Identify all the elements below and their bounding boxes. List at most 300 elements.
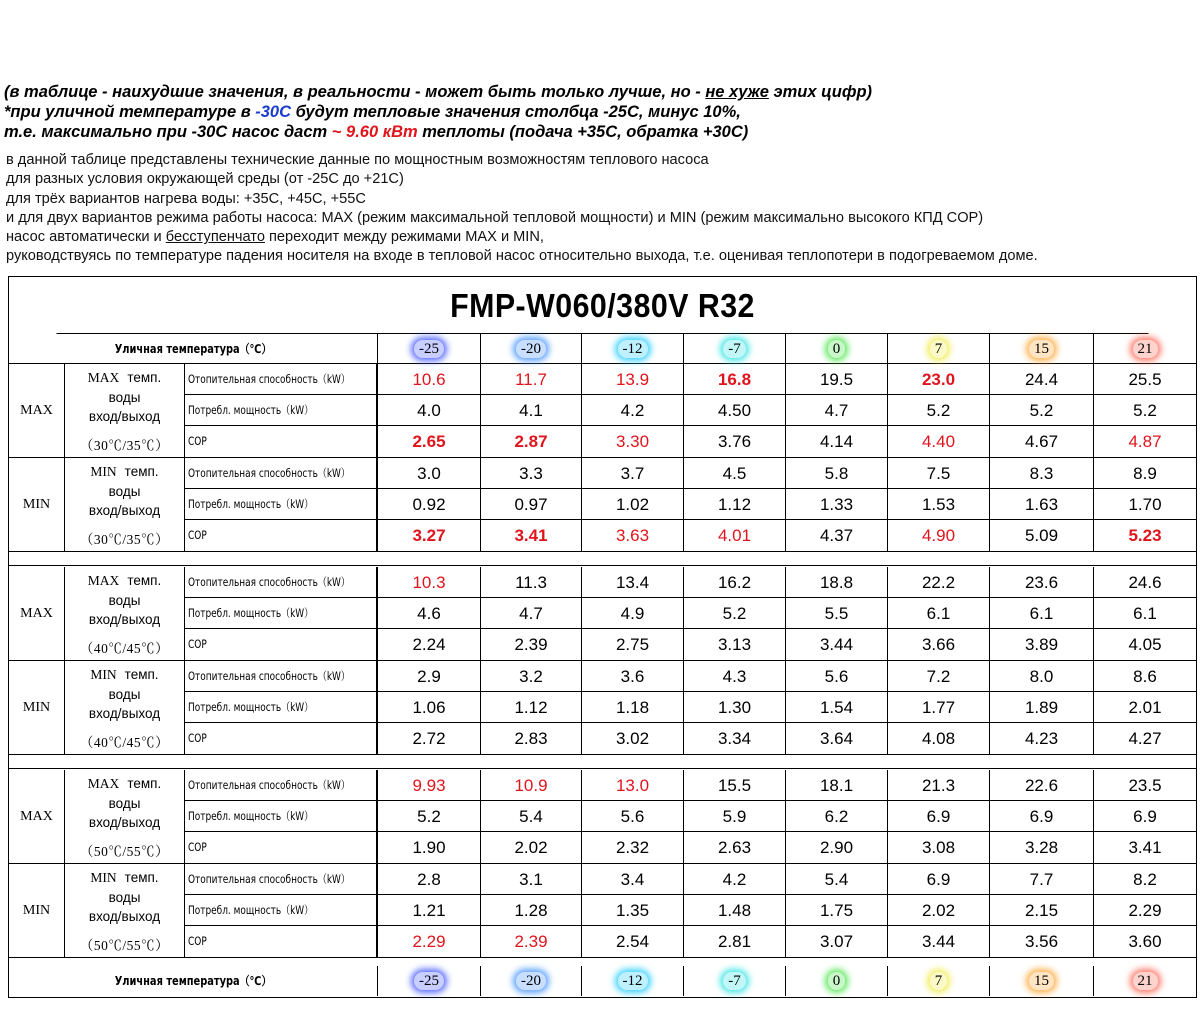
desc-temp-word: темп.	[124, 870, 159, 885]
temperature-value: 21	[1133, 340, 1158, 358]
value-cell: 3.3	[480, 458, 581, 488]
param-row-power	[185, 489, 1196, 520]
temperature-value: -20	[516, 972, 546, 990]
water-temp-description	[65, 864, 185, 957]
value-cell: 23.0	[887, 364, 989, 394]
value-cell: 2.15	[989, 895, 1093, 925]
value-cell: 3.0	[377, 458, 480, 488]
value-cell: 8.0	[989, 661, 1093, 691]
value-cell: 2.83	[480, 723, 581, 755]
temperature-value: 7	[930, 972, 948, 990]
desc-temp-word: темп.	[127, 776, 162, 791]
value-cell: 4.7	[785, 395, 887, 425]
value-cell: 3.02	[581, 723, 683, 755]
temperature-value: 0	[828, 340, 846, 358]
water-temp-description	[65, 770, 185, 863]
desc-temp-word: темп.	[127, 370, 162, 385]
water-temp-description	[65, 458, 185, 551]
value-cell: 1.63	[989, 489, 1093, 519]
temperature-header-cell	[683, 334, 785, 363]
value-cell: 4.1	[480, 395, 581, 425]
value-cell: 5.2	[683, 598, 785, 628]
value-cell: 4.2	[581, 395, 683, 425]
desc-water: воды	[108, 687, 141, 702]
value-cell: 24.6	[1093, 567, 1196, 597]
value-cell: 2.24	[377, 629, 480, 661]
param-label-power	[185, 801, 377, 831]
value-cell: 4.05	[1093, 629, 1196, 661]
value-cell: 4.5	[683, 458, 785, 488]
desc-range: （50℃/55℃）	[79, 938, 170, 953]
value-cell: 1.35	[581, 895, 683, 925]
param-row-cop	[185, 520, 1196, 552]
table-block	[9, 364, 1196, 458]
desc-mode: MAX	[87, 573, 120, 588]
desc-range: （50℃/55℃）	[79, 844, 170, 859]
value-cell: 1.77	[887, 692, 989, 722]
mode-label: MIN	[9, 458, 65, 551]
temperature-header-label: Уличная температура（℃）	[114, 974, 272, 988]
value-cell: 4.40	[887, 426, 989, 458]
param-row-cop	[185, 629, 1196, 661]
value-cell: 18.8	[785, 567, 887, 597]
param-row-heating	[185, 567, 1196, 598]
value-cell: 5.6	[581, 801, 683, 831]
param-label-text: COP	[188, 637, 207, 651]
value-cell: 5.09	[989, 520, 1093, 552]
value-cell: 3.76	[683, 426, 785, 458]
param-label-text: COP	[188, 434, 207, 448]
desc-inout: вход/выход	[88, 815, 161, 830]
desc-range: （30℃/35℃）	[79, 438, 170, 453]
value-cell: 8.9	[1093, 458, 1196, 488]
value-cell: 1.18	[581, 692, 683, 722]
desc-mode: MIN	[90, 870, 117, 885]
param-row-cop	[185, 426, 1196, 458]
description-notes	[6, 151, 1196, 267]
value-cell: 2.81	[683, 926, 785, 958]
temperature-header-cell	[785, 334, 887, 363]
param-row-heating	[185, 364, 1196, 395]
param-label-heating	[185, 364, 377, 394]
value-cell: 10.3	[377, 567, 480, 597]
value-cell: 23.6	[989, 567, 1093, 597]
temperature-header-cell	[683, 966, 785, 996]
value-cell: 5.4	[480, 801, 581, 831]
value-cell: 6.9	[887, 864, 989, 894]
value-cell: 4.9	[581, 598, 683, 628]
param-label-heating	[185, 567, 377, 597]
param-label-cop	[185, 426, 377, 458]
value-cell: 1.06	[377, 692, 480, 722]
value-cell: 0.92	[377, 489, 480, 519]
value-cell: 18.1	[785, 770, 887, 800]
value-cell: 1.70	[1093, 489, 1196, 519]
value-cell: 6.1	[1093, 598, 1196, 628]
value-cell: 22.6	[989, 770, 1093, 800]
value-cell: 3.56	[989, 926, 1093, 958]
value-cell: 5.23	[1093, 520, 1196, 552]
value-cell: 11.7	[480, 364, 581, 394]
value-cell: 1.54	[785, 692, 887, 722]
value-cell: 3.66	[887, 629, 989, 661]
bold-note-line-2: *при уличной температуре в -30С будут тепловые значения столбца -25С, минус 10%,	[4, 103, 741, 121]
param-label-cop	[185, 629, 377, 661]
desc-inout: вход/выход	[88, 503, 161, 518]
value-cell: 8.2	[1093, 864, 1196, 894]
value-cell: 4.7	[480, 598, 581, 628]
value-cell: 3.4	[581, 864, 683, 894]
value-cell: 2.39	[480, 926, 581, 958]
param-row-power	[185, 395, 1196, 426]
value-cell: 6.1	[887, 598, 989, 628]
desc-mode: MAX	[87, 370, 120, 385]
desc-inout: вход/выход	[88, 612, 161, 627]
desc-mode: MAX	[87, 776, 120, 791]
value-cell: 3.44	[785, 629, 887, 661]
param-label-power	[185, 598, 377, 628]
param-label-text: COP	[188, 731, 207, 745]
param-label-text: Потребл. мощность（kW）	[188, 809, 314, 823]
water-temp-description	[65, 661, 185, 754]
param-label-heating	[185, 864, 377, 894]
value-cell: 1.12	[683, 489, 785, 519]
value-cell: 4.6	[377, 598, 480, 628]
desc-water: воды	[108, 796, 141, 811]
value-cell: 3.08	[887, 832, 989, 864]
value-cell: 16.2	[683, 567, 785, 597]
param-label-power	[185, 895, 377, 925]
value-cell: 25.5	[1093, 364, 1196, 394]
temperature-value: 7	[930, 340, 948, 358]
value-cell: 16.8	[683, 364, 785, 394]
value-cell: 5.8	[785, 458, 887, 488]
param-row-heating	[185, 770, 1196, 801]
value-cell: 6.1	[989, 598, 1093, 628]
temperature-header-cell	[1093, 334, 1196, 363]
value-cell: 7.5	[887, 458, 989, 488]
description-line-5: насос автоматически и бесступенчато переходит между режимами MAX и MIN,	[6, 229, 544, 246]
value-cell: 3.30	[581, 426, 683, 458]
desc-inout: вход/выход	[88, 706, 161, 721]
temperature-value: 21	[1133, 972, 1158, 990]
value-cell: 1.75	[785, 895, 887, 925]
value-cell: 7.2	[887, 661, 989, 691]
value-cell: 10.9	[480, 770, 581, 800]
value-cell: 1.12	[480, 692, 581, 722]
desc-mode-temp	[65, 464, 184, 480]
desc-mode-temp	[65, 870, 184, 886]
value-cell: 2.87	[480, 426, 581, 458]
param-label-text: Отопительная способность（kW）	[188, 872, 350, 886]
value-cell: 3.28	[989, 832, 1093, 864]
value-cell: 3.41	[480, 520, 581, 552]
desc-mode-temp	[65, 776, 184, 792]
value-cell: 3.7	[581, 458, 683, 488]
bold-note-line-3: т.е. максимально при -30С насос даст ~ 9.60 кВт теплоты (подача +35С, обратка +30С)	[4, 123, 749, 141]
value-cell: 1.90	[377, 832, 480, 864]
temperature-value: -12	[618, 972, 648, 990]
mode-label: MAX	[9, 567, 65, 660]
param-label-cop	[185, 723, 377, 755]
description-line-6: руководствуясь по температуре падения носителя на входе в тепловой насос относительно выхода, т.е. оценивая теплопотери в подогреваемом доме.	[6, 248, 1038, 265]
desc-mode: MIN	[90, 667, 117, 682]
temperature-header-cell	[480, 966, 581, 996]
description-line-4: и для двух вариантов режима работы насоса: MAX (режим максимальной тепловой мощности) и MIN (режим максимально высокого КПД COP)	[6, 209, 984, 226]
param-label-text: Потребл. мощность（kW）	[188, 700, 314, 714]
value-cell: 3.13	[683, 629, 785, 661]
temperature-value: -25	[414, 972, 444, 990]
value-cell: 8.3	[989, 458, 1093, 488]
param-label-cop	[185, 520, 377, 552]
value-cell: 4.3	[683, 661, 785, 691]
value-cell: 4.50	[683, 395, 785, 425]
value-cell: 4.0	[377, 395, 480, 425]
value-cell: 1.89	[989, 692, 1093, 722]
value-cell: 22.2	[887, 567, 989, 597]
param-row-power	[185, 895, 1196, 926]
temperature-value: 15	[1029, 972, 1054, 990]
desc-temp-word: темп.	[127, 573, 162, 588]
value-cell: 2.02	[887, 895, 989, 925]
water-temp-description	[65, 567, 185, 660]
value-cell: 2.01	[1093, 692, 1196, 722]
temperature-header-cell	[377, 966, 480, 996]
value-cell: 2.29	[377, 926, 480, 958]
param-label-heating	[185, 770, 377, 800]
value-cell: 4.2	[683, 864, 785, 894]
value-cell: 1.30	[683, 692, 785, 722]
value-cell: 3.60	[1093, 926, 1196, 958]
temperature-header-cell	[377, 334, 480, 363]
desc-water: воды	[108, 593, 141, 608]
water-temp-description	[65, 364, 185, 457]
value-cell: 3.34	[683, 723, 785, 755]
value-cell: 2.65	[377, 426, 480, 458]
desc-range: （40℃/45℃）	[79, 641, 170, 656]
value-cell: 2.63	[683, 832, 785, 864]
param-label-power	[185, 692, 377, 722]
table-block	[9, 661, 1196, 755]
desc-temp-word: темп.	[124, 464, 159, 479]
value-cell: 4.23	[989, 723, 1093, 755]
value-cell: 4.01	[683, 520, 785, 552]
value-cell: 2.75	[581, 629, 683, 661]
param-row-heating	[185, 661, 1196, 692]
mode-label: MAX	[9, 364, 65, 457]
value-cell: 2.90	[785, 832, 887, 864]
mode-label: MIN	[9, 661, 65, 754]
temperature-header-row	[9, 334, 1196, 364]
param-label-power	[185, 395, 377, 425]
param-row-cop	[185, 832, 1196, 864]
value-cell: 6.2	[785, 801, 887, 831]
param-row-cop	[185, 926, 1196, 958]
value-cell: 3.44	[887, 926, 989, 958]
mode-label: MAX	[9, 770, 65, 863]
table-block	[9, 864, 1196, 958]
value-cell: 1.53	[887, 489, 989, 519]
value-cell: 2.8	[377, 864, 480, 894]
desc-water: воды	[108, 484, 141, 499]
value-cell: 13.4	[581, 567, 683, 597]
temperature-header-cell	[989, 966, 1093, 996]
value-cell: 2.29	[1093, 895, 1196, 925]
desc-mode-temp	[65, 370, 184, 386]
temperature-value: -7	[723, 340, 746, 358]
param-label-text: Отопительная способность（kW）	[188, 778, 350, 792]
value-cell: 5.6	[785, 661, 887, 691]
table-block	[9, 458, 1196, 552]
value-cell: 3.41	[1093, 832, 1196, 864]
temperature-header-cell	[1093, 966, 1196, 996]
value-cell: 2.39	[480, 629, 581, 661]
param-label-heating	[185, 661, 377, 691]
temperature-header-row	[9, 966, 1196, 996]
value-cell: 5.2	[887, 395, 989, 425]
value-cell: 3.63	[581, 520, 683, 552]
mode-label: MIN	[9, 864, 65, 957]
value-cell: 19.5	[785, 364, 887, 394]
value-cell: 24.4	[989, 364, 1093, 394]
param-label-text: Потребл. мощность（kW）	[188, 403, 314, 417]
param-row-power	[185, 692, 1196, 723]
desc-mode: MIN	[90, 464, 117, 479]
value-cell: 3.6	[581, 661, 683, 691]
temperature-header-cell	[480, 334, 581, 363]
bold-notes	[4, 82, 1194, 142]
param-row-heating	[185, 458, 1196, 489]
value-cell: 3.1	[480, 864, 581, 894]
value-cell: 2.54	[581, 926, 683, 958]
param-label-text: Отопительная способность（kW）	[188, 575, 350, 589]
temperature-header-cell	[989, 334, 1093, 363]
desc-range: （40℃/45℃）	[79, 735, 170, 750]
value-cell: 5.2	[1093, 395, 1196, 425]
temperature-value: -20	[516, 340, 546, 358]
value-cell: 3.2	[480, 661, 581, 691]
value-cell: 0.97	[480, 489, 581, 519]
value-cell: 3.07	[785, 926, 887, 958]
temperature-header-cell	[785, 966, 887, 996]
desc-water: воды	[108, 390, 141, 405]
value-cell: 1.02	[581, 489, 683, 519]
value-cell: 5.2	[989, 395, 1093, 425]
bold-note-line-1: (в таблице - наихудшие значения, в реальности - может быть только лучше, но - не хуже этих цифр)	[4, 83, 873, 101]
value-cell: 5.2	[377, 801, 480, 831]
value-cell: 13.9	[581, 364, 683, 394]
desc-temp-word: темп.	[124, 667, 159, 682]
param-label-cop	[185, 926, 377, 958]
temperature-header-cell	[887, 334, 989, 363]
description-line-1: в данной таблице представлены технические данные по мощностным возможностям теплового насоса	[6, 152, 709, 168]
description-line-3: для трёх вариантов нагрева воды: +35С, +45С, +55С	[6, 190, 366, 207]
param-label-heating	[185, 458, 377, 488]
param-label-text: Потребл. мощность（kW）	[188, 903, 314, 917]
value-cell: 3.27	[377, 520, 480, 552]
value-cell: 5.9	[683, 801, 785, 831]
desc-mode-temp	[65, 667, 184, 683]
desc-inout: вход/выход	[88, 909, 161, 924]
desc-range: （30℃/35℃）	[79, 532, 170, 547]
value-cell: 13.0	[581, 770, 683, 800]
temperature-value: -25	[414, 340, 444, 358]
description-line-2: для разных условия окружающей среды (от -25С до +21С)	[6, 171, 404, 188]
value-cell: 4.90	[887, 520, 989, 552]
value-cell: 2.9	[377, 661, 480, 691]
section-spacer-row	[9, 552, 1196, 566]
value-cell: 2.02	[480, 832, 581, 864]
temperature-value: -7	[723, 972, 746, 990]
value-cell: 3.89	[989, 629, 1093, 661]
temperature-value: 15	[1029, 340, 1054, 358]
table-title: FMP-W060/380V R32	[56, 277, 1148, 334]
param-label-text: COP	[188, 934, 207, 948]
value-cell: 6.9	[989, 801, 1093, 831]
desc-inout: вход/выход	[88, 409, 161, 424]
param-label-text: Потребл. мощность（kW）	[188, 497, 314, 511]
param-row-power	[185, 598, 1196, 629]
temperature-header-cell	[887, 966, 989, 996]
value-cell: 6.9	[1093, 801, 1196, 831]
param-label-text: Отопительная способность（kW）	[188, 372, 350, 386]
param-label-text: COP	[188, 840, 207, 854]
section-spacer-row	[9, 755, 1196, 769]
param-row-heating	[185, 864, 1196, 895]
value-cell: 8.6	[1093, 661, 1196, 691]
param-label-text: COP	[188, 528, 207, 542]
temperature-header-label: Уличная температура（℃）	[114, 342, 272, 356]
value-cell: 1.21	[377, 895, 480, 925]
param-label-power	[185, 489, 377, 519]
value-cell: 4.08	[887, 723, 989, 755]
param-label-text: Отопительная способность（kW）	[188, 466, 350, 480]
temperature-header-cell	[581, 334, 683, 363]
value-cell: 5.4	[785, 864, 887, 894]
spec-table	[8, 276, 1197, 998]
temperature-header-cell	[581, 966, 683, 996]
value-cell: 21.3	[887, 770, 989, 800]
value-cell: 4.87	[1093, 426, 1196, 458]
value-cell: 23.5	[1093, 770, 1196, 800]
temperature-value: 0	[828, 972, 846, 990]
desc-water: воды	[108, 890, 141, 905]
value-cell: 7.7	[989, 864, 1093, 894]
value-cell: 6.9	[887, 801, 989, 831]
temperature-value: -12	[618, 340, 648, 358]
value-cell: 1.28	[480, 895, 581, 925]
value-cell: 5.5	[785, 598, 887, 628]
value-cell: 4.37	[785, 520, 887, 552]
desc-mode-temp	[65, 573, 184, 589]
value-cell: 10.6	[377, 364, 480, 394]
value-cell: 1.33	[785, 489, 887, 519]
value-cell: 2.32	[581, 832, 683, 864]
value-cell: 9.93	[377, 770, 480, 800]
value-cell: 4.27	[1093, 723, 1196, 755]
value-cell: 2.72	[377, 723, 480, 755]
value-cell: 1.48	[683, 895, 785, 925]
table-block	[9, 770, 1196, 864]
table-block	[9, 567, 1196, 661]
param-row-power	[185, 801, 1196, 832]
param-label-text: Потребл. мощность（kW）	[188, 606, 314, 620]
param-row-cop	[185, 723, 1196, 755]
param-label-cop	[185, 832, 377, 864]
value-cell: 15.5	[683, 770, 785, 800]
value-cell: 3.64	[785, 723, 887, 755]
param-label-text: Отопительная способность（kW）	[188, 669, 350, 683]
